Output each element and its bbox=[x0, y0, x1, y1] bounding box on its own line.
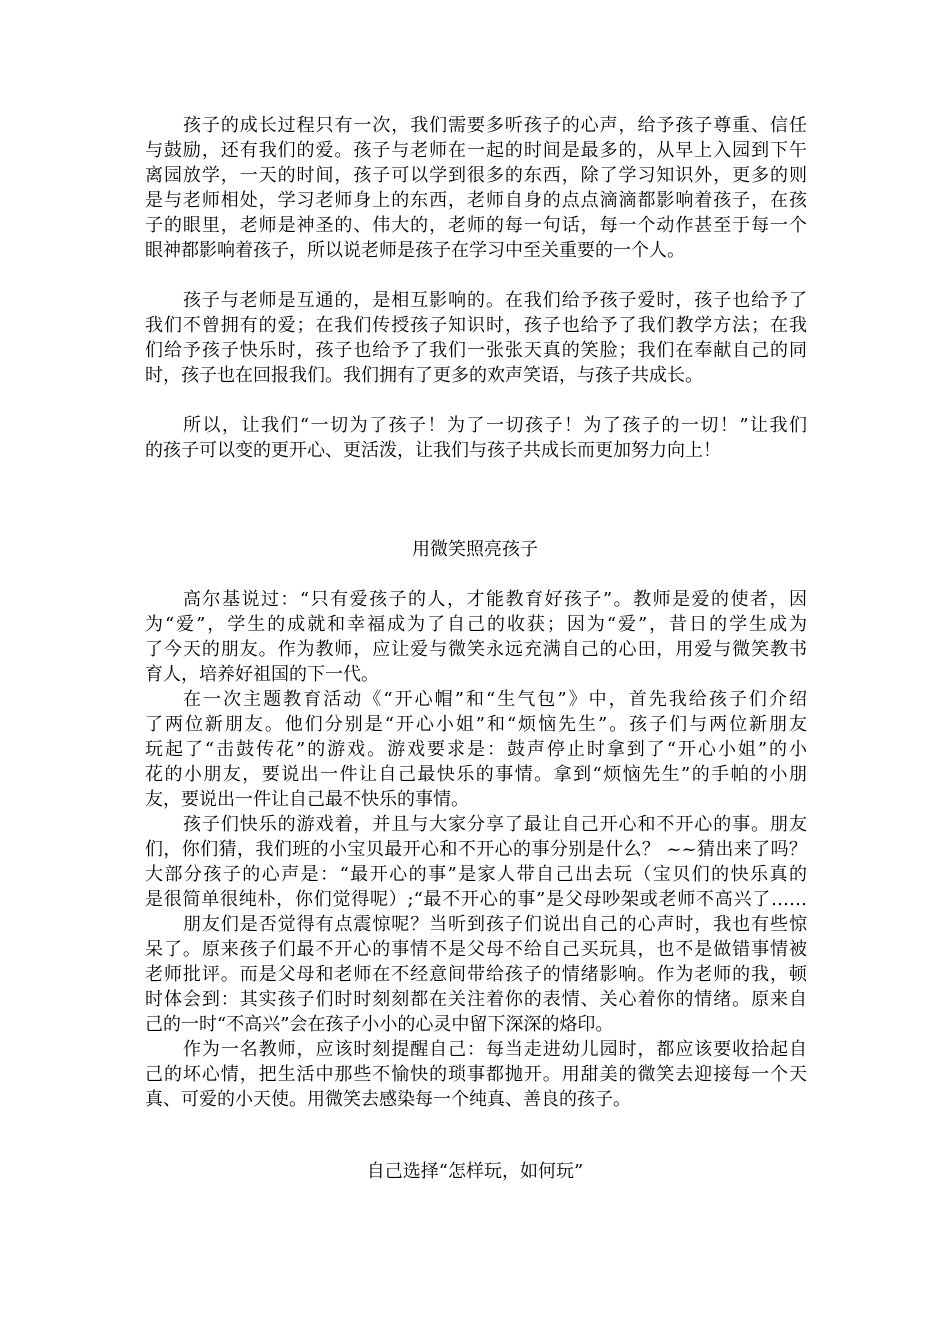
section-title: 用微笑照亮孩子 bbox=[412, 539, 538, 560]
text-line: 大部分孩子的心声是：“最开心的事”是家人带自己出去玩（宝贝们的快乐真的 bbox=[145, 864, 807, 885]
text-line: 育人，培养好祖国的下一代。 bbox=[145, 664, 379, 685]
text-line: 己的坏心情，把生活中那些不愉快的琐事都抛开。用甜美的微笑去迎接每一个天 bbox=[145, 1064, 807, 1085]
text-line: 我们不曾拥有的爱；在我们传授孩子知识时，孩子也给予了我们教学方法；在我 bbox=[145, 315, 807, 336]
text-line: 子的眼里，老师是神圣的、伟大的，老师的每一句话，每一个动作甚至于每一个 bbox=[145, 215, 807, 236]
text-line: 了两位新朋友。他们分别是“开心小姐”和“烦恼先生”。孩子们与两位新朋友 bbox=[145, 714, 807, 735]
text-line: 们，你们猜，我们班的小宝贝最开心和不开心的事分别是什么？ ~~猜出来了吗？ bbox=[145, 839, 807, 860]
text-line: 了今天的朋友。作为教师，应让爱与微笑永远充满自己的心田，用爱与微笑教书 bbox=[145, 639, 807, 660]
text-line: 朋友们是否觉得有点震惊呢？当听到孩子们说出自己的心声时，我也有些惊 bbox=[183, 914, 807, 935]
text-line: 作为一名教师，应该时刻提醒自己：每当走进幼儿园时，都应该要收拾起自 bbox=[183, 1039, 807, 1060]
text-line: 离园放学，一天的时间，孩子可以学到很多的东西，除了学习知识外，更多的则 bbox=[145, 165, 807, 186]
text-line: 老师批评。而是父母和老师在不经意间带给孩子的情绪影响。作为老师的我，顿 bbox=[145, 964, 807, 985]
paragraph-8 bbox=[145, 1037, 807, 1112]
text-line: 孩子的成长过程只有一次，我们需要多听孩子的心声，给予孩子尊重、信任 bbox=[183, 115, 807, 136]
text-line: 们给予孩子快乐时，孩子也给予了我们一张张天真的笑脸；我们在奉献自己的同 bbox=[145, 340, 807, 361]
paragraph-4 bbox=[145, 587, 807, 687]
text-line: 真、可爱的小天使。用微笑去感染每一个纯真、善良的孩子。 bbox=[145, 1089, 631, 1110]
section-title: 自己选择“怎样玩，如何玩” bbox=[366, 1161, 584, 1182]
paragraph-6 bbox=[145, 812, 807, 912]
text-line: 是很简单很纯朴，你们觉得呢）;“最不开心的事”是父母吵架或老师不高兴了…… bbox=[145, 889, 807, 910]
text-line: 花的小朋友，要说出一件让自己最快乐的事情。拿到“烦恼先生”的手帕的小朋 bbox=[145, 764, 807, 785]
text-line: 眼神都影响着孩子，所以说老师是孩子在学习中至关重要的一个人。 bbox=[145, 240, 685, 261]
text-line: 为“爱”，学生的成就和幸福成为了自己的收获；因为“爱”，昔日的学生成为 bbox=[145, 614, 807, 635]
paragraph-5 bbox=[145, 687, 807, 812]
text-line: 友，要说出一件让自己最不快乐的事情。 bbox=[145, 789, 469, 810]
text-line: 高尔基说过：“只有爱孩子的人，才能教育好孩子”。教师是爱的使者，因 bbox=[183, 589, 807, 610]
text-line: 时体会到：其实孩子们时时刻刻都在关注着你的表情、关心着你的情绪。原来自 bbox=[145, 989, 807, 1010]
text-line: 在一次主题教育活动《“开心帽”和“生气包”》中，首先我给孩子们介绍 bbox=[183, 689, 807, 710]
text-line: 孩子们快乐的游戏着，并且与大家分享了最让自己开心和不开心的事。朋友 bbox=[183, 814, 807, 835]
text-line: 与鼓励，还有我们的爱。孩子与老师在一起的时间是最多的，从早上入园到下午 bbox=[145, 140, 807, 161]
text-line: 玩起了“击鼓传花”的游戏。游戏要求是：鼓声停止时拿到了“开心小姐”的小 bbox=[145, 739, 807, 760]
text-line: 时，孩子也在回报我们。我们拥有了更多的欢声笑语，与孩子共成长。 bbox=[145, 365, 703, 386]
text-line: 所以，让我们“一切为了孩子！为了一切孩子！为了孩子的一切！”让我们 bbox=[183, 415, 807, 436]
text-line: 呆了。原来孩子们最不开心的事情不是父母不给自己买玩具，也不是做错事情被 bbox=[145, 939, 807, 960]
paragraph-2 bbox=[145, 288, 807, 388]
paragraph-7 bbox=[145, 912, 807, 1037]
paragraph-3 bbox=[145, 413, 807, 463]
text-line: 孩子与老师是互通的，是相互影响的。在我们给予孩子爱时，孩子也给予了 bbox=[183, 290, 807, 311]
paragraph-1 bbox=[145, 113, 807, 263]
text-line: 是与老师相处，学习老师身上的东西，老师自身的点点滴滴都影响着孩子，在孩 bbox=[145, 190, 807, 211]
text-line: 己的一时“不高兴”会在孩子小小的心灵中留下深深的烙印。 bbox=[145, 1014, 614, 1035]
text-line: 的孩子可以变的更开心、更活泼，让我们与孩子共成长而更加努力向上！ bbox=[145, 440, 721, 461]
